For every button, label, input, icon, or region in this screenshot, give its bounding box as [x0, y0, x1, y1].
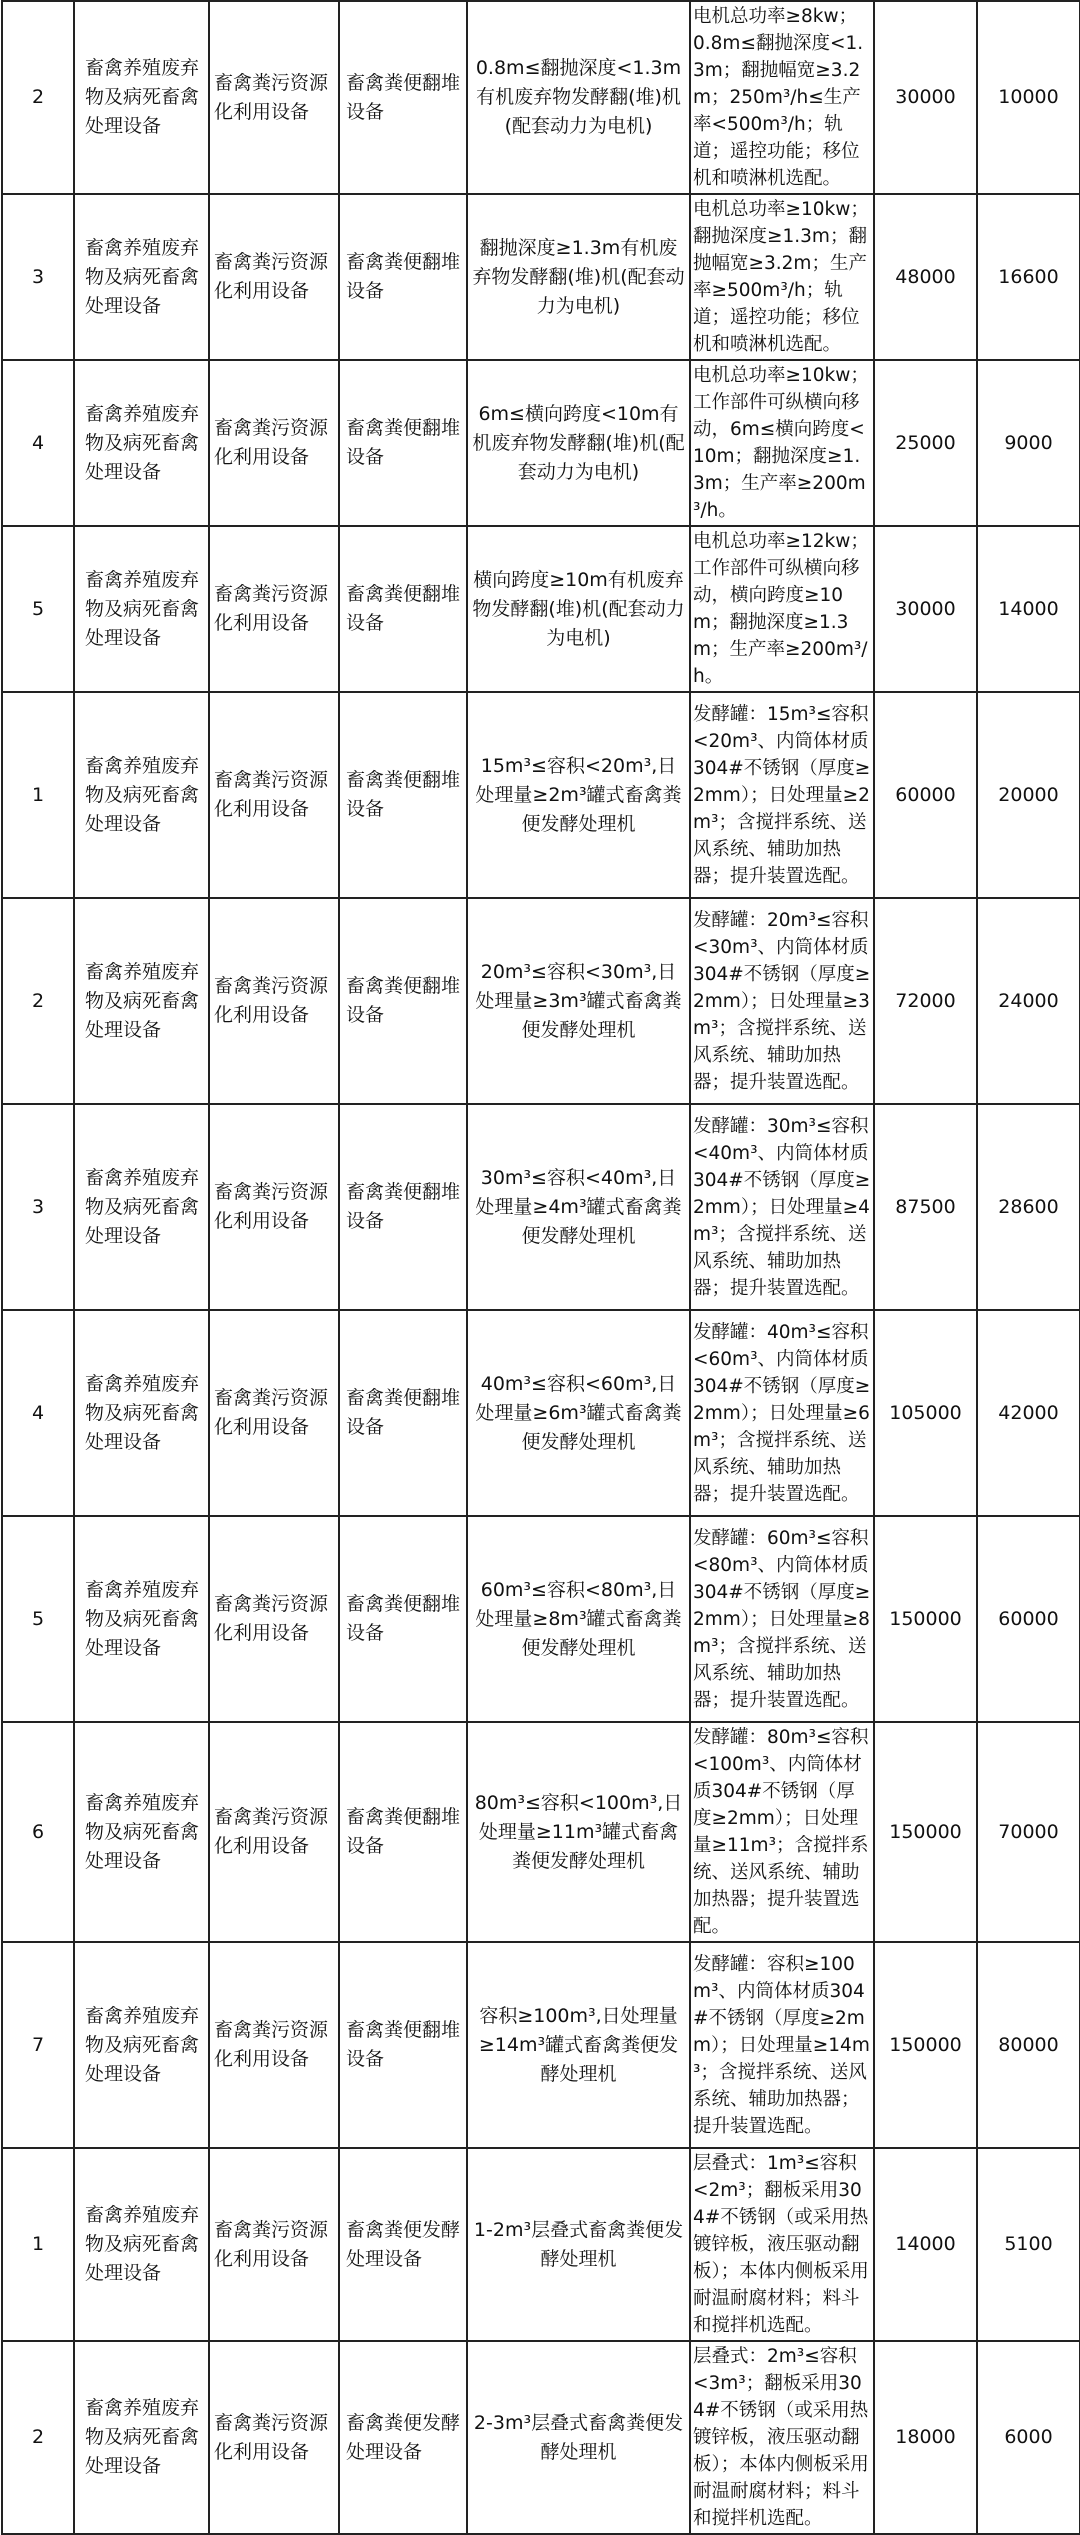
parameter-cell: 发酵罐：40m³≤容积<60m³、内筒体材质304#不锈钢（厚度≥2mm）；日处理量≥6m³；含搅拌系统、送风系统、辅助加热器；提升装置选配。	[690, 1310, 874, 1516]
price-cell: 25000	[874, 360, 977, 526]
item-cell: 畜禽粪便发酵处理设备	[339, 2341, 467, 2534]
row-index: 1	[2, 692, 74, 898]
item-cell: 畜禽粪便翻堆设备	[339, 898, 467, 1104]
category-cell: 畜禽养殖废弃物及病死畜禽处理设备	[74, 526, 209, 692]
item-cell: 畜禽粪便翻堆设备	[339, 360, 467, 526]
subsidy-cell: 6000	[977, 2341, 1080, 2534]
parameter-cell: 层叠式：2m³≤容积<3m³；翻板采用304#不锈钢（或采用热镀锌板，液压驱动翻板）；本体内侧板采用耐温耐腐材料；料斗和搅拌机选配。	[690, 2341, 874, 2534]
category-cell: 畜禽养殖废弃物及病死畜禽处理设备	[74, 1104, 209, 1310]
item-cell: 畜禽粪便翻堆设备	[339, 692, 467, 898]
spec-cell: 40m³≤容积<60m³,日处理量≥6m³罐式畜禽粪便发酵处理机	[467, 1310, 690, 1516]
price-cell: 30000	[874, 1, 977, 194]
category-cell: 畜禽养殖废弃物及病死畜禽处理设备	[74, 692, 209, 898]
subsidy-cell: 24000	[977, 898, 1080, 1104]
spec-cell: 翻抛深度≥1.3m有机废弃物发酵翻(堆)机(配套动力为电机)	[467, 194, 690, 360]
price-cell: 105000	[874, 1310, 977, 1516]
table-row	[2, 1942, 1080, 2148]
price-cell: 14000	[874, 2148, 977, 2341]
parameter-cell: 发酵罐：30m³≤容积<40m³、内筒体材质304#不锈钢（厚度≥2mm）；日处理量≥4m³；含搅拌系统、送风系统、辅助加热器；提升装置选配。	[690, 1104, 874, 1310]
parameter-cell: 发酵罐：80m³≤容积<100m³、内筒体材质304#不锈钢（厚度≥2mm）；日处理量≥11m³；含搅拌系统、送风系统、辅助加热器；提升装置选配。	[690, 1722, 874, 1942]
price-cell: 150000	[874, 1722, 977, 1942]
price-cell: 60000	[874, 692, 977, 898]
row-index: 4	[2, 1310, 74, 1516]
category-cell: 畜禽养殖废弃物及病死畜禽处理设备	[74, 898, 209, 1104]
spec-cell: 20m³≤容积<30m³,日处理量≥3m³罐式畜禽粪便发酵处理机	[467, 898, 690, 1104]
parameter-cell: 电机总功率≥10kw；翻抛深度≥1.3m；翻抛幅宽≥3.2m；生产率≥500m³/h；轨道；遥控功能；移位机和喷淋机选配。	[690, 194, 874, 360]
spec-cell: 30m³≤容积<40m³,日处理量≥4m³罐式畜禽粪便发酵处理机	[467, 1104, 690, 1310]
row-index: 5	[2, 1516, 74, 1722]
price-cell: 72000	[874, 898, 977, 1104]
category-cell: 畜禽养殖废弃物及病死畜禽处理设备	[74, 2341, 209, 2534]
category-cell: 畜禽养殖废弃物及病死畜禽处理设备	[74, 1516, 209, 1722]
table-row	[2, 1, 1080, 194]
subcategory-cell: 畜禽粪污资源化利用设备	[209, 692, 339, 898]
row-index: 2	[2, 898, 74, 1104]
parameter-cell: 发酵罐：60m³≤容积<80m³、内筒体材质304#不锈钢（厚度≥2mm）；日处理量≥8m³；含搅拌系统、送风系统、辅助加热器；提升装置选配。	[690, 1516, 874, 1722]
item-cell: 畜禽粪便翻堆设备	[339, 526, 467, 692]
item-cell: 畜禽粪便翻堆设备	[339, 1722, 467, 1942]
table-row	[2, 2148, 1080, 2341]
spec-cell: 60m³≤容积<80m³,日处理量≥8m³罐式畜禽粪便发酵处理机	[467, 1516, 690, 1722]
subsidy-cell: 42000	[977, 1310, 1080, 1516]
row-index: 1	[2, 2148, 74, 2341]
table-row	[2, 1310, 1080, 1516]
subcategory-cell: 畜禽粪污资源化利用设备	[209, 1, 339, 194]
parameter-cell: 发酵罐：15m³≤容积<20m³、内筒体材质304#不锈钢（厚度≥2mm）；日处理量≥2m³；含搅拌系统、送风系统、辅助加热器；提升装置选配。	[690, 692, 874, 898]
parameter-cell: 层叠式：1m³≤容积<2m³；翻板采用304#不锈钢（或采用热镀锌板，液压驱动翻板）；本体内侧板采用耐温耐腐材料；料斗和搅拌机选配。	[690, 2148, 874, 2341]
table-row	[2, 526, 1080, 692]
subsidy-cell: 28600	[977, 1104, 1080, 1310]
spec-cell: 容积≥100m³,日处理量≥14m³罐式畜禽粪便发酵处理机	[467, 1942, 690, 2148]
row-index: 3	[2, 1104, 74, 1310]
row-index: 6	[2, 1722, 74, 1942]
subsidy-cell: 80000	[977, 1942, 1080, 2148]
category-cell: 畜禽养殖废弃物及病死畜禽处理设备	[74, 1310, 209, 1516]
price-cell: 87500	[874, 1104, 977, 1310]
subcategory-cell: 畜禽粪污资源化利用设备	[209, 526, 339, 692]
subsidy-cell: 16600	[977, 194, 1080, 360]
category-cell: 畜禽养殖废弃物及病死畜禽处理设备	[74, 1942, 209, 2148]
item-cell: 畜禽粪便翻堆设备	[339, 1516, 467, 1722]
subsidy-cell: 5100	[977, 2148, 1080, 2341]
spec-cell: 1-2m³层叠式畜禽粪便发酵处理机	[467, 2148, 690, 2341]
item-cell: 畜禽粪便翻堆设备	[339, 1310, 467, 1516]
item-cell: 畜禽粪便翻堆设备	[339, 1104, 467, 1310]
item-cell: 畜禽粪便发酵处理设备	[339, 2148, 467, 2341]
subsidy-cell: 70000	[977, 1722, 1080, 1942]
table-row	[2, 1104, 1080, 1310]
subsidy-cell: 20000	[977, 692, 1080, 898]
item-cell: 畜禽粪便翻堆设备	[339, 194, 467, 360]
row-index: 4	[2, 360, 74, 526]
subcategory-cell: 畜禽粪污资源化利用设备	[209, 1516, 339, 1722]
category-cell: 畜禽养殖废弃物及病死畜禽处理设备	[74, 1, 209, 194]
table-row	[2, 1722, 1080, 1942]
category-cell: 畜禽养殖废弃物及病死畜禽处理设备	[74, 1722, 209, 1942]
parameter-cell: 电机总功率≥10kw；工作部件可纵横向移动，6m≤横向跨度<10m；翻抛深度≥1.3m；生产率≥200m³/h。	[690, 360, 874, 526]
parameter-cell: 发酵罐：20m³≤容积<30m³、内筒体材质304#不锈钢（厚度≥2mm）；日处理量≥3m³；含搅拌系统、送风系统、辅助加热器；提升装置选配。	[690, 898, 874, 1104]
spec-cell: 6m≤横向跨度<10m有机废弃物发酵翻(堆)机(配套动力为电机)	[467, 360, 690, 526]
parameter-cell: 电机总功率≥12kw；工作部件可纵横向移动，横向跨度≥10m；翻抛深度≥1.3m；生产率≥200m³/h。	[690, 526, 874, 692]
spec-cell: 15m³≤容积<20m³,日处理量≥2m³罐式畜禽粪便发酵处理机	[467, 692, 690, 898]
table-row	[2, 360, 1080, 526]
table-row	[2, 2341, 1080, 2534]
category-cell: 畜禽养殖废弃物及病死畜禽处理设备	[74, 360, 209, 526]
subcategory-cell: 畜禽粪污资源化利用设备	[209, 2341, 339, 2534]
spec-cell: 80m³≤容积<100m³,日处理量≥11m³罐式畜禽粪便发酵处理机	[467, 1722, 690, 1942]
table-body	[2, 1, 1080, 2534]
subcategory-cell: 畜禽粪污资源化利用设备	[209, 1942, 339, 2148]
price-cell: 30000	[874, 526, 977, 692]
subsidy-cell: 60000	[977, 1516, 1080, 1722]
row-index: 2	[2, 2341, 74, 2534]
category-cell: 畜禽养殖废弃物及病死畜禽处理设备	[74, 194, 209, 360]
row-index: 7	[2, 1942, 74, 2148]
parameter-cell: 发酵罐：容积≥100m³、内筒体材质304#不锈钢（厚度≥2mm）；日处理量≥14m³；含搅拌系统、送风系统、辅助加热器；提升装置选配。	[690, 1942, 874, 2148]
spec-cell: 0.8m≤翻抛深度<1.3m有机废弃物发酵翻(堆)机(配套动力为电机)	[467, 1, 690, 194]
row-index: 3	[2, 194, 74, 360]
price-cell: 18000	[874, 2341, 977, 2534]
subcategory-cell: 畜禽粪污资源化利用设备	[209, 1310, 339, 1516]
table-row	[2, 898, 1080, 1104]
price-cell: 150000	[874, 1516, 977, 1722]
table-row	[2, 1516, 1080, 1722]
subcategory-cell: 畜禽粪污资源化利用设备	[209, 1104, 339, 1310]
subsidy-cell: 10000	[977, 1, 1080, 194]
subcategory-cell: 畜禽粪污资源化利用设备	[209, 360, 339, 526]
price-cell: 48000	[874, 194, 977, 360]
subcategory-cell: 畜禽粪污资源化利用设备	[209, 194, 339, 360]
subsidy-cell: 9000	[977, 360, 1080, 526]
row-index: 5	[2, 526, 74, 692]
spec-cell: 2-3m³层叠式畜禽粪便发酵处理机	[467, 2341, 690, 2534]
price-cell: 150000	[874, 1942, 977, 2148]
row-index: 2	[2, 1, 74, 194]
spec-cell: 横向跨度≥10m有机废弃物发酵翻(堆)机(配套动力为电机)	[467, 526, 690, 692]
subsidy-table	[1, 0, 1080, 2535]
table-row	[2, 194, 1080, 360]
item-cell: 畜禽粪便翻堆设备	[339, 1, 467, 194]
category-cell: 畜禽养殖废弃物及病死畜禽处理设备	[74, 2148, 209, 2341]
parameter-cell: 电机总功率≥8kw；0.8m≤翻抛深度<1.3m；翻抛幅宽≥3.2m；250m³/h≤生产率<500m³/h；轨道；遥控功能；移位机和喷淋机选配。	[690, 1, 874, 194]
subcategory-cell: 畜禽粪污资源化利用设备	[209, 898, 339, 1104]
subsidy-cell: 14000	[977, 526, 1080, 692]
table-row	[2, 692, 1080, 898]
subcategory-cell: 畜禽粪污资源化利用设备	[209, 1722, 339, 1942]
subcategory-cell: 畜禽粪污资源化利用设备	[209, 2148, 339, 2341]
item-cell: 畜禽粪便翻堆设备	[339, 1942, 467, 2148]
